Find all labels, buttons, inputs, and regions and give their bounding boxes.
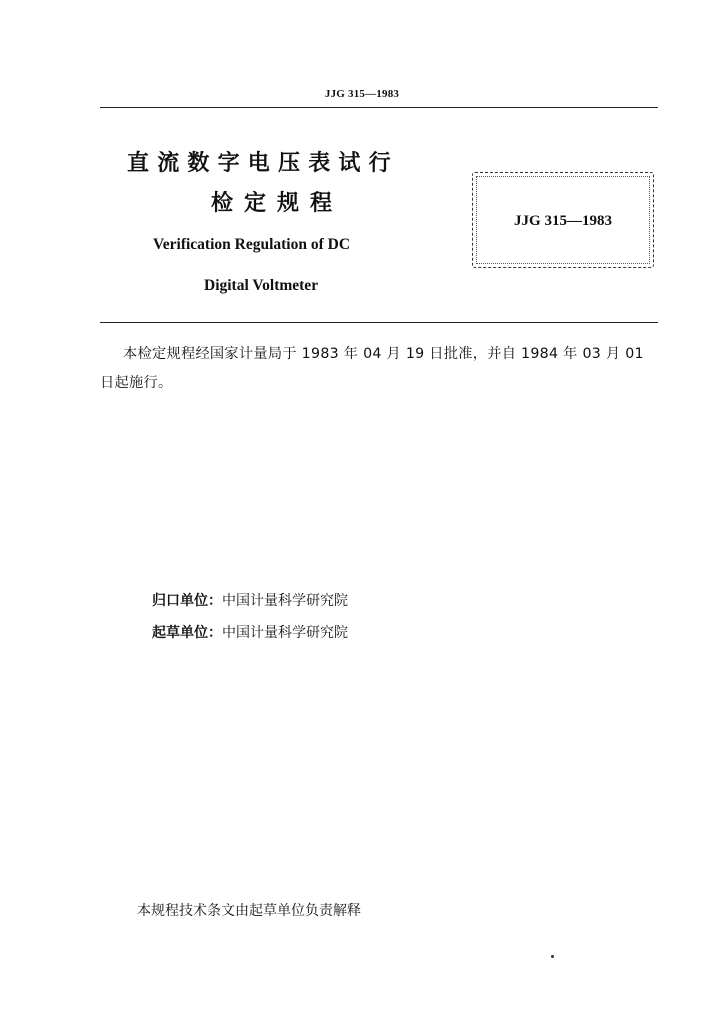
title-chinese-line-1: 直流数字电压表试行 (127, 151, 399, 176)
unit-row-drafting (152, 622, 348, 642)
standard-code-box-text: JJG 315—1983 (514, 213, 612, 229)
unit-value: 中国计量科学研究院 (222, 625, 348, 641)
header-rule (100, 107, 658, 108)
unit-row-responsible (152, 590, 348, 610)
header-standard-code: JJG 315—1983 (324, 88, 400, 100)
unit-value: 中国计量科学研究院 (222, 593, 348, 609)
title-english-line-2: Digital Voltmeter (204, 277, 319, 294)
interpretation-note: 本规程技术条文由起草单位负责解释 (137, 903, 361, 919)
standard-code-box (472, 172, 654, 268)
title-english-line-1: Verification Regulation of DC (153, 236, 351, 253)
unit-label: 归口单位： (152, 593, 222, 609)
title-chinese-line-2: 检定规程 (211, 191, 344, 216)
scan-speck (551, 955, 554, 958)
section-rule (100, 322, 658, 323)
unit-label: 起草单位： (152, 625, 222, 641)
approval-statement: 本检定规程经国家计量局于 1983 年 04 月 19 日批准，并自 1984 年 03 月 01 日起施行。 (100, 346, 644, 391)
